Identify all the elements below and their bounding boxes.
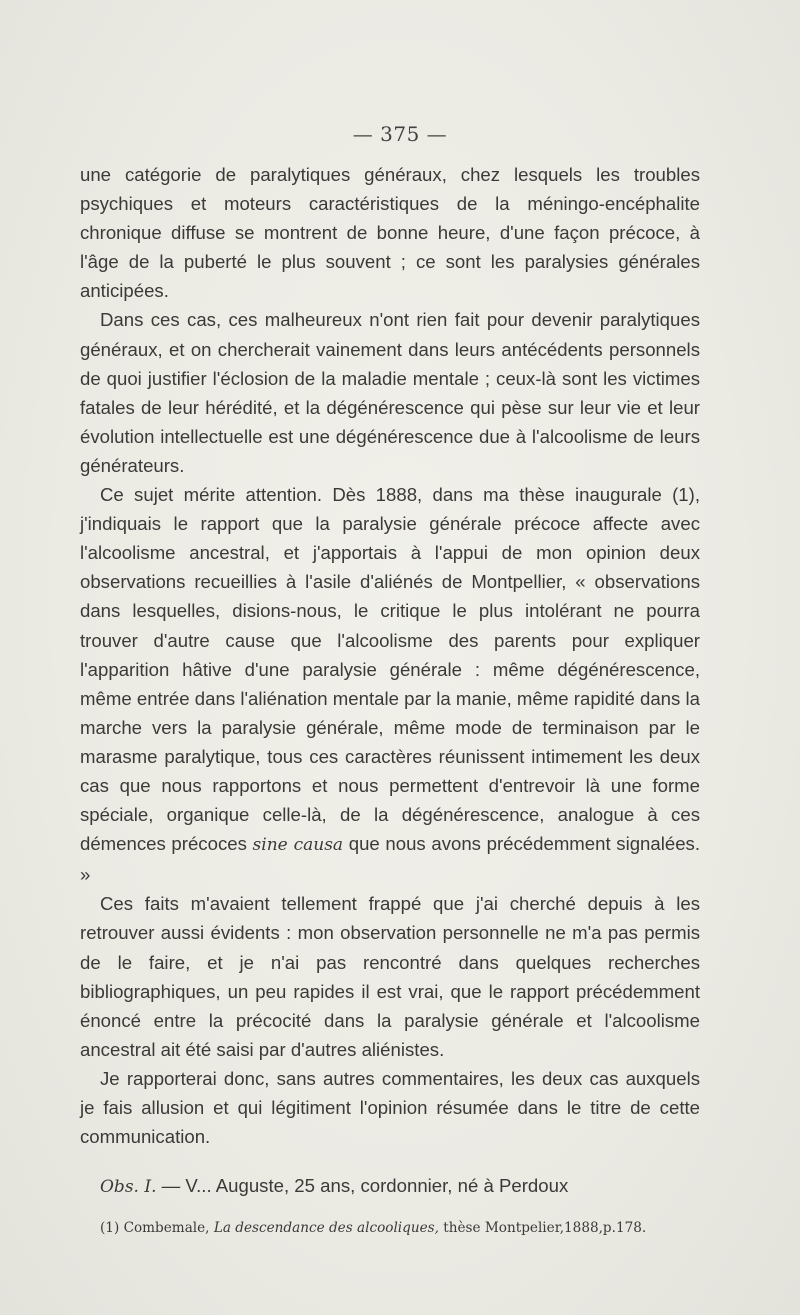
body-text bbox=[80, 160, 700, 1151]
observation-label: Obs. I. bbox=[100, 1177, 157, 1197]
footnote-rest: thèse Montpelier,1888,p.178. bbox=[443, 1220, 647, 1236]
paragraph-1: une catégorie de paralytiques généraux, chez lesquels les troubles psychiques et moteurs caractéristiques de la méningo-encéphalite chronique diffuse se montrent de bonne heure, d'une façon précoce, à l'âge de la puberté le plus souvent ; ce sont les paralysies générales anticipées. bbox=[80, 164, 700, 302]
italic-phrase: sine causa bbox=[252, 835, 344, 856]
paragraph-3 bbox=[80, 480, 700, 889]
page-number: — 375 — bbox=[352, 122, 448, 146]
footnote-title: La descendance des alcooliques, bbox=[213, 1220, 439, 1236]
paragraph-3-end: que nous avons précédemment signalées. » bbox=[80, 833, 701, 886]
observation-line bbox=[80, 1171, 700, 1202]
observation-text: — V... Auguste, 25 ans, cordonnier, né à Perdoux bbox=[161, 1175, 569, 1196]
paragraph-2: Dans ces cas, ces malheureux n'ont rien fait pour devenir paralytiques généraux, et on chercherait vainement dans leurs antécédents personnels de quoi justifier l'éclosion de la maladie mentale ; ceux-là sont les victimes fatales de leur hérédité, et la dégénérescence qui pèse sur leur vie et leur évolution intellectuelle est une dégénérescence due à l'alcoolisme de leurs générateurs. bbox=[80, 309, 700, 476]
paragraph-3-text: Ce sujet mérite attention. Dès 1888, dans ma thèse inaugurale (1), j'indiquais le rapport que la paralysie générale précoce affecte avec l'alcoolisme ancestral, et j'apportais à l'appui de mon opinion deux observations recueillies à l'asile d'aliénés de Montpellier, « observations dans lesquelles, disions-nous, le critique le plus intolérant ne pourra trouver d'autre cause que l'alcoolisme des parents pour expliquer l'apparition hâtive d'une paralysie générale : même dégénérescence, même entrée dans l'aliénation mentale par la manie, même rapidité dans la marche vers la paralysie générale, même mode de terminaison par le marasme paralytique, tous ces caractères réunissent intimement les deux cas que nous rapportons et nous permettent d'entrevoir là une forme spéciale, organique celle-là, de la dégénérescence, analogue à ces démences précoces bbox=[80, 484, 700, 855]
paragraph-4: Ces faits m'avaient tellement frappé que j'ai cherché depuis à les retrouver aussi évidents : mon observation personnelle ne m'a pas permis de le faire, et je n'ai pas rencontré dans quelques recherches bibliographiques, un peu rapides il est vrai, que le rapport précédemment énoncé entre la précocité dans la paralysie générale et l'alcoolisme ancestral ait été saisi par d'autres aliénistes. bbox=[80, 893, 700, 1060]
paragraph-5: Je rapporterai donc, sans autres commentaires, les deux cas auxquels je fais allusion et qui légitiment l'opinion résumée dans le titre de cette communication. bbox=[80, 1067, 700, 1148]
footnote bbox=[80, 1218, 700, 1238]
footnote-marker: (1) Combemale, bbox=[100, 1220, 210, 1236]
